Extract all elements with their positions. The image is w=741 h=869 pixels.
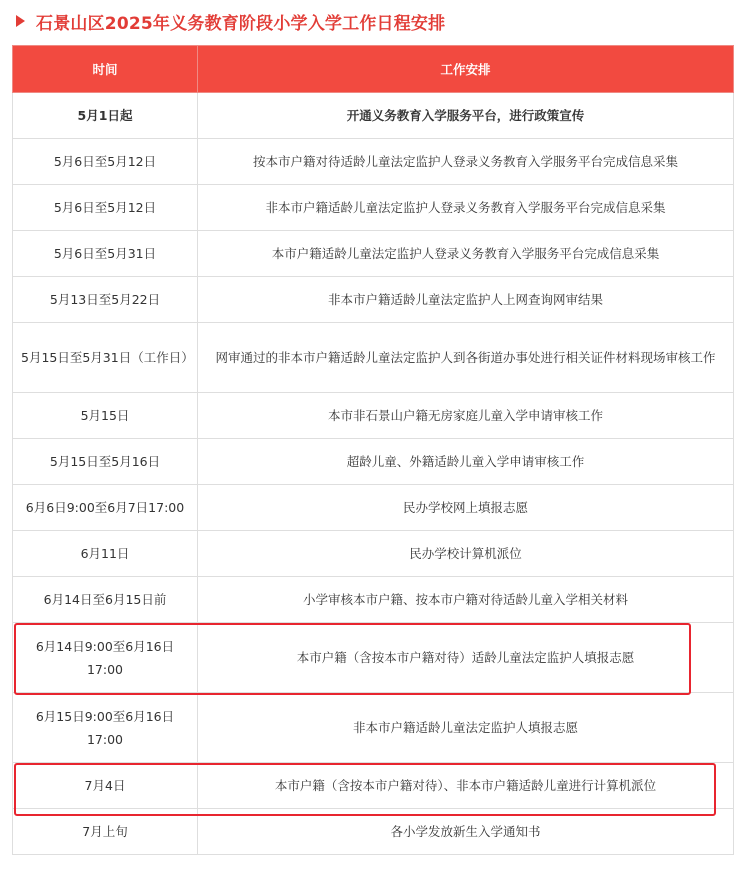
task-cell: 按本市户籍对待适龄儿童法定监护人登录义务教育入学服务平台完成信息采集: [198, 139, 734, 185]
task-cell: 本市户籍（含按本市户籍对待）适龄儿童法定监护人填报志愿: [198, 623, 734, 693]
page-title-row: [16, 8, 445, 34]
table-row: [13, 485, 734, 531]
time-cell: 5月6日至5月12日: [13, 139, 198, 185]
task-cell: 开通义务教育入学服务平台，进行政策宣传: [198, 93, 734, 139]
task-cell: 民办学校计算机派位: [198, 531, 734, 577]
time-cell: 6月6日9:00至6月7日17:00: [13, 485, 198, 531]
schedule-table: [12, 45, 734, 855]
task-cell: 非本市户籍适龄儿童法定监护人上网查询网审结果: [198, 277, 734, 323]
table-row: [13, 623, 734, 693]
time-cell: 5月6日至5月31日: [13, 231, 198, 277]
task-cell: 超龄儿童、外籍适龄儿童入学申请审核工作: [198, 439, 734, 485]
header-time: 时间: [13, 46, 198, 93]
table-row: [13, 693, 734, 763]
table-row: [13, 231, 734, 277]
task-cell: 非本市户籍适龄儿童法定监护人填报志愿: [198, 693, 734, 763]
table-row: [13, 763, 734, 809]
table-row: [13, 323, 734, 393]
time-cell: 6月11日: [13, 531, 198, 577]
task-cell: 非本市户籍适龄儿童法定监护人登录义务教育入学服务平台完成信息采集: [198, 185, 734, 231]
time-cell: 6月14日至6月15日前: [13, 577, 198, 623]
time-cell: 5月1日起: [13, 93, 198, 139]
table-row: [13, 531, 734, 577]
task-cell: 各小学发放新生入学通知书: [198, 809, 734, 855]
task-cell: 本市户籍适龄儿童法定监护人登录义务教育入学服务平台完成信息采集: [198, 231, 734, 277]
time-cell: 5月6日至5月12日: [13, 185, 198, 231]
table-row: [13, 577, 734, 623]
task-cell: 网审通过的非本市户籍适龄儿童法定监护人到各街道办事处进行相关证件材料现场审核工作: [198, 323, 734, 393]
time-cell: 7月上旬: [13, 809, 198, 855]
table-row: [13, 809, 734, 855]
task-cell: 本市户籍（含按本市户籍对待）、非本市户籍适龄儿童进行计算机派位: [198, 763, 734, 809]
page-title: 石景山区2025年义务教育阶段小学入学工作日程安排: [36, 13, 446, 34]
task-cell: 本市非石景山户籍无房家庭儿童入学申请审核工作: [198, 393, 734, 439]
table-row: [13, 139, 734, 185]
time-cell: 6月14日9:00至6月16日17:00: [13, 623, 198, 693]
time-cell: 7月4日: [13, 763, 198, 809]
time-cell: 6月15日9:00至6月16日17:00: [13, 693, 198, 763]
table-row: [13, 277, 734, 323]
table-row: [13, 439, 734, 485]
header-task: 工作安排: [198, 46, 734, 93]
time-cell: 5月15日至5月16日: [13, 439, 198, 485]
task-cell: 小学审核本市户籍、按本市户籍对待适龄儿童入学相关材料: [198, 577, 734, 623]
time-cell: 5月15日至5月31日（工作日）: [13, 323, 198, 393]
time-cell: 5月13日至5月22日: [13, 277, 198, 323]
table-header-row: [13, 46, 734, 93]
task-cell: 民办学校网上填报志愿: [198, 485, 734, 531]
table-row: [13, 185, 734, 231]
triangle-bullet-icon: [16, 15, 25, 27]
time-cell: 5月15日: [13, 393, 198, 439]
table-row: [13, 93, 734, 139]
table-row: [13, 393, 734, 439]
